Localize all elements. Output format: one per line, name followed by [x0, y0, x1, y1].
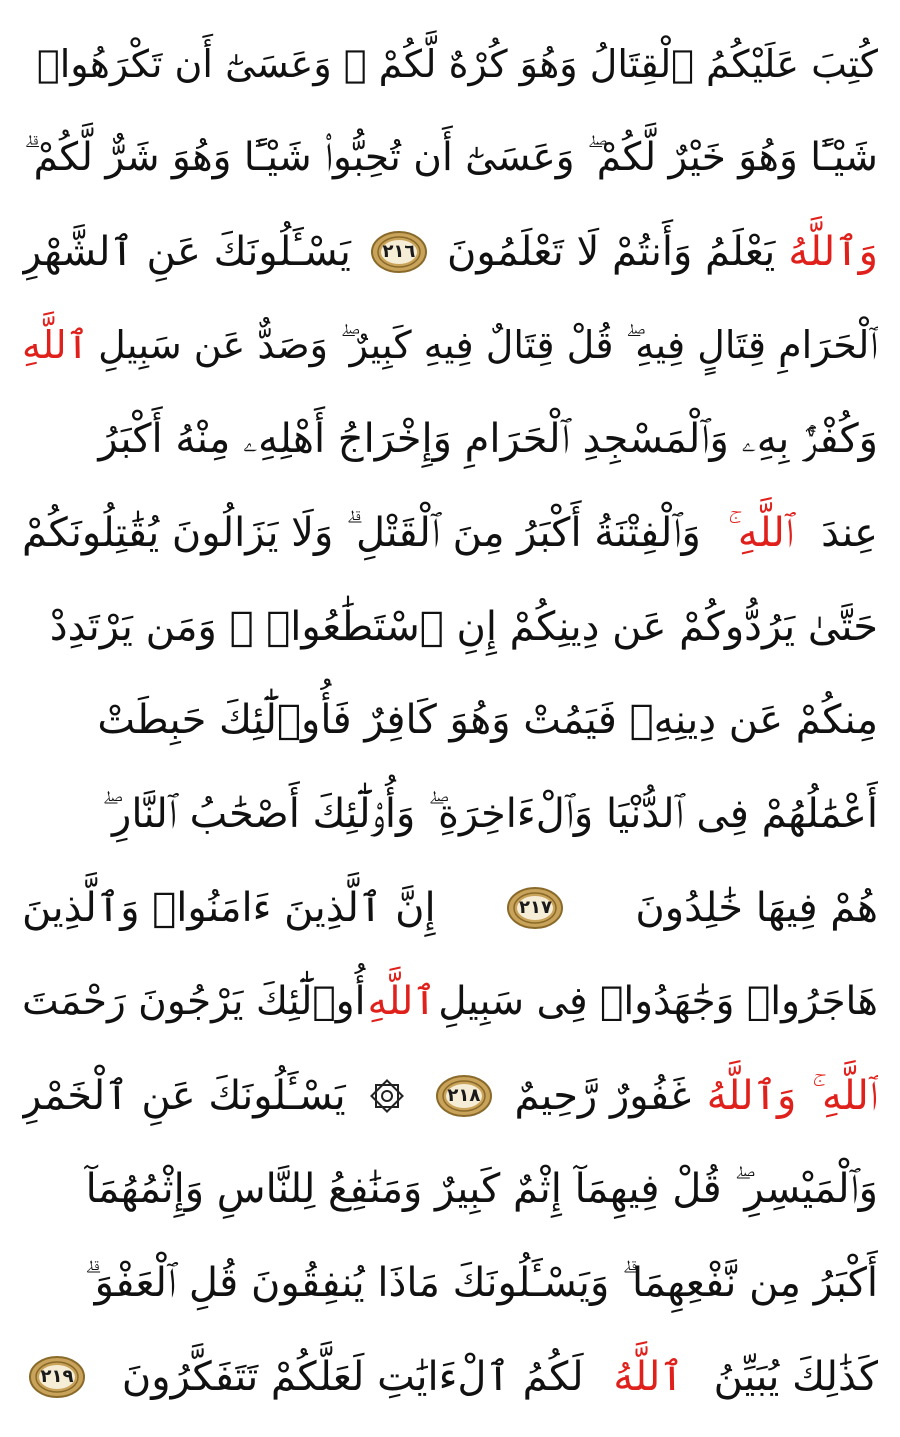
verse-line: [22, 303, 878, 387]
divine-name: ٱللَّهِ: [367, 978, 437, 1024]
ayah-number: ٢١٦: [382, 240, 416, 262]
verse-text: يَسْـَٔلُونَكَ عَنِ ٱلْخَمْرِ: [22, 1072, 346, 1119]
verse-text: حَتَّىٰ يَرُدُّوكُمْ عَن دِينِكُمْ إِنِ ٱسْتَطَٰعُوا۟ ۚ وَمَن يَرْتَدِدْ: [49, 603, 878, 650]
verse-text: أَعْمَٰلُهُمْ فِى ٱلدُّنْيَا وَٱلْءَاخِرَةِ ۖ وَأُو۟لَٰٓئِكَ أَصْحَٰبُ ٱلنَّارِ ۖ: [102, 791, 878, 838]
verse-text: وَكُفْرٌۢ بِهِۦ وَٱلْمَسْجِدِ ٱلْحَرَامِ وَإِخْرَاجُ أَهْلِهِۦ مِنْهُ أَكْبَرُ: [98, 416, 878, 463]
verse-line: [22, 1335, 878, 1419]
divine-name: وَٱللَّهُ: [788, 228, 878, 275]
verse-line: [22, 22, 878, 106]
verse-line: [22, 866, 878, 950]
verse-text: شَيْـًٔا وَهُوَ خَيْرٌ لَّكُمْ ۖ وَعَسَىٰٓ أَن تُحِبُّوا۟ شَيْـًٔا وَهُوَ شَرٌّ لَّكُمْ ۗ: [23, 134, 878, 180]
verse-text: يَسْـَٔلُونَكَ عَنِ ٱلشَّهْرِ: [22, 228, 351, 275]
verse-line: [22, 960, 878, 1044]
verse-line: [22, 491, 878, 575]
divine-name: ٱللَّهُ: [613, 1353, 684, 1400]
verse-text: هُمْ فِيهَا خَٰلِدُونَ: [635, 885, 878, 932]
divine-name: ٱللَّهِ: [22, 323, 89, 368]
divine-name: ٱللَّهِ ۚ: [727, 509, 794, 556]
ayah-marker: [28, 1355, 86, 1399]
ayah-number: ٢١٩: [40, 1365, 74, 1387]
verse-line: [22, 1147, 878, 1231]
verse-text: أُو۟لَٰٓئِكَ يَرْجُونَ رَحْمَتَ: [22, 978, 366, 1024]
ayah-number: ٢١٨: [447, 1084, 481, 1106]
verse-text: كَذَٰلِكَ يُبَيِّنُ: [713, 1353, 878, 1400]
verse-text: أَكْبَرُ مِن نَّفْعِهِمَا ۗ وَيَسْـَٔلُونَكَ مَاذَا يُنفِقُونَ قُلِ ٱلْعَفْوَ ۗ: [84, 1260, 878, 1307]
rub-el-hizb-icon: [367, 1076, 407, 1116]
ayah-number: ٢١٧: [518, 897, 552, 919]
verse-line: [22, 397, 878, 481]
verse-text: ٱلْحَرَامِ قِتَالٍ فِيهِ ۖ قُلْ قِتَالٌ فِيهِ كَبِيرٌ ۖ وَصَدٌّ عَن سَبِيلِ: [98, 323, 878, 368]
divine-name: ٱللَّهِ ۚ: [811, 1072, 878, 1119]
verse-text: غَفُورٌ رَّحِيمٌ: [514, 1072, 692, 1119]
verse-line: [22, 678, 878, 762]
verse-text: كُتِبَ عَلَيْكُمُ ٱلْقِتَالُ وَهُوَ كُرْهٌ لَّكُمْ ۖ وَعَسَىٰٓ أَن تَكْرَهُوا۟: [36, 42, 878, 86]
verse-line: [22, 585, 878, 669]
verse-line: [22, 116, 878, 200]
verse-line: [22, 1054, 878, 1138]
verse-text: لَكُمُ ٱلْءَايَٰتِ لَعَلَّكُمْ تَتَفَكَّرُونَ: [121, 1353, 584, 1400]
verse-lines: [22, 22, 878, 1419]
ayah-marker: [435, 1074, 493, 1118]
ayah-marker: [506, 886, 564, 930]
verse-text: وَٱلْمَيْسِرِ ۖ قُلْ فِيهِمَآ إِثْمٌ كَبِيرٌ وَمَنَٰفِعُ لِلنَّاسِ وَإِثْمُهُمَآ: [85, 1166, 878, 1213]
rub-el-hizb-marker: [367, 1076, 407, 1116]
verse-line: [22, 1241, 878, 1325]
verse-text: يَعْلَمُ وَأَنتُمْ لَا تَعْلَمُونَ: [446, 228, 776, 275]
verse-text: مِنكُمْ عَن دِينِهِۦ فَيَمُتْ وَهُوَ كَافِرٌ فَأُو۟لَٰٓئِكَ حَبِطَتْ: [97, 697, 878, 744]
verse-line: [22, 772, 878, 856]
verse-text: هَاجَرُوا۟ وَجَٰهَدُوا۟ فِى سَبِيلِ: [438, 978, 878, 1024]
divine-name: وَٱللَّهُ: [706, 1072, 797, 1119]
verse-text: إِنَّ ٱلَّذِينَ ءَامَنُوا۟ وَٱلَّذِينَ: [22, 885, 436, 932]
verse-line: [22, 210, 878, 294]
verse-text: وَٱلْفِتْنَةُ أَكْبَرُ مِنَ ٱلْقَتْلِ ۗ وَلَا يَزَالُونَ يُقَٰتِلُونَكُمْ: [22, 509, 701, 556]
verse-text: عِندَ: [821, 509, 878, 556]
ayah-marker: [370, 230, 428, 274]
